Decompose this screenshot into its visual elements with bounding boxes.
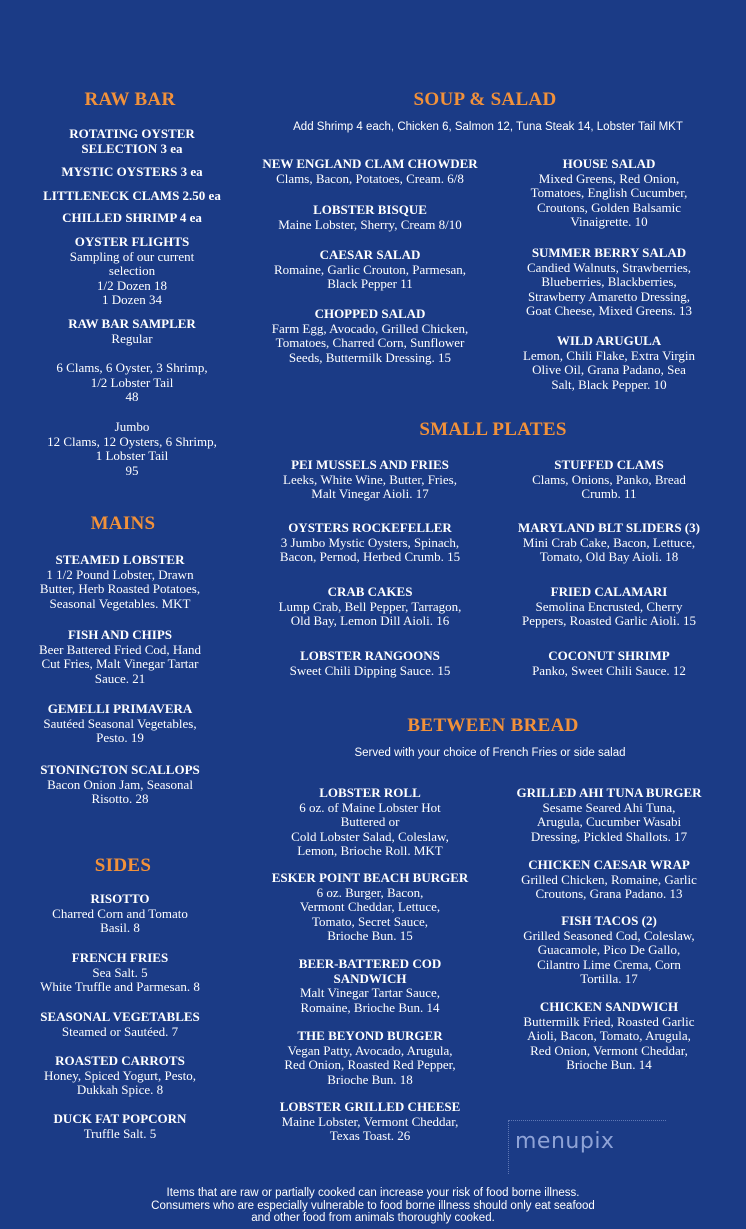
item-name: OYSTER FLIGHTS — [74, 234, 190, 249]
small-plates-item — [252, 585, 488, 629]
raw-bar-title: RAW BAR — [84, 89, 176, 110]
raw-bar-item — [20, 317, 244, 346]
item-name: ROASTED CARROTS — [55, 1053, 185, 1068]
sides-item — [8, 892, 232, 936]
soup-salad-item — [496, 157, 722, 230]
item-name: FRIED CALAMARI — [550, 584, 668, 599]
item-name: STUFFED CLAMS — [554, 457, 664, 472]
raw-bar-item — [20, 420, 244, 478]
item-desc: Grilled Seasoned Cod, Coleslaw, Guacamole, Pico De Gallo, Cilantro Lime Crema, Corn Tortilla. 17 — [523, 927, 695, 987]
item-name: OYSTERS ROCKEFELLER — [288, 520, 452, 535]
soup-salad-item — [252, 307, 488, 365]
raw-bar-item — [20, 127, 244, 156]
item-name: GEMELLI PRIMAVERA — [47, 701, 193, 716]
item-desc: 1 1/2 Pound Lobster, Drawn Butter, Herb Roasted Potatoes, Seasonal Vegetables. MKT — [39, 566, 201, 611]
item-desc: Charred Corn and Tomato Basil. 8 — [52, 905, 188, 936]
raw-bar-item — [20, 361, 244, 405]
small-plates-title: SMALL PLATES — [419, 419, 567, 440]
item-name: BEER-BATTERED COD SANDWICH — [298, 956, 442, 986]
raw-bar-item — [20, 189, 244, 204]
mains-item — [8, 702, 232, 746]
mains-title: MAINS — [90, 513, 156, 534]
small-plates-item — [496, 585, 722, 629]
item-name: NEW ENGLAND CLAM CHOWDER — [262, 156, 478, 171]
item-name: STONINGTON SCALLOPS — [40, 762, 200, 777]
item-desc: Lemon, Chili Flake, Extra Virgin Olive Oil, Grana Padano, Sea Salt, Black Pepper. 10 — [522, 347, 696, 392]
item-name: FRENCH FRIES — [71, 950, 169, 965]
item-desc: Maine Lobster, Vermont Cheddar, Texas Toast. 26 — [281, 1113, 459, 1144]
item-desc: Mini Crab Cake, Bacon, Lettuce, Tomato, Old Bay Aioli. 18 — [522, 534, 696, 565]
between-bread-item — [252, 786, 488, 859]
item-desc: Mixed Greens, Red Onion, Tomatoes, English Cucumber, Croutons, Golden Balsamic Vinaigrette. 10 — [530, 170, 688, 230]
item-desc: Malt Vinegar Tartar Sauce, Romaine, Brioche Bun. 14 — [299, 985, 441, 1015]
item-desc: Bacon Onion Jam, Seasonal Risotto. 28 — [47, 776, 193, 807]
item-name: LOBSTER GRILLED CHEESE — [279, 1099, 461, 1114]
item-desc: Sesame Seared Ahi Tuna, Arugula, Cucumber Wasabi Dressing, Pickled Shallots. 17 — [530, 799, 688, 844]
item-name: CHILLED SHRIMP 4 ea — [62, 210, 202, 225]
raw-bar-item — [20, 165, 244, 180]
between-bread-item — [496, 1000, 722, 1073]
item-desc: Beer Battered Fried Cod, Hand Cut Fries, Malt Vinegar Tartar Sauce. 21 — [38, 641, 202, 686]
item-name: LOBSTER ROLL — [319, 785, 421, 800]
between-bread-item — [252, 1100, 488, 1144]
item-desc: Steamed or Sautéed. 7 — [61, 1023, 179, 1039]
item-name: ESKER POINT BEACH BURGER — [271, 870, 469, 885]
small-plates-item — [252, 458, 488, 502]
item-desc: Sautéed Seasonal Vegetables, Pesto. 19 — [43, 715, 197, 746]
item-desc: Grilled Chicken, Romaine, Garlic Croutons, Grana Padano. 13 — [521, 871, 697, 902]
item-name: MYSTIC OYSTERS 3 ea — [61, 164, 203, 179]
item-name: ROTATING OYSTER SELECTION 3 ea — [69, 126, 195, 156]
menupix-watermark: menupix — [508, 1120, 666, 1174]
small-plates-item — [252, 521, 488, 565]
mains-item — [8, 763, 232, 807]
item-desc: Farm Egg, Avocado, Grilled Chicken, Tomatoes, Charred Corn, Sunflower Seeds, Buttermilk Dressing. 15 — [271, 320, 469, 365]
item-desc: Regular — [111, 330, 153, 346]
soup-salad-title: SOUP & SALAD — [413, 89, 557, 110]
item-name: LOBSTER RANGOONS — [300, 648, 440, 663]
item-desc: Sampling of our current selection 1/2 Dozen 18 1 Dozen 34 — [69, 248, 195, 308]
item-desc: 6 oz. of Maine Lobster Hot Buttered or Cold Lobster Salad, Coleslaw, Lemon, Brioche Roll. MKT — [291, 799, 449, 859]
soup-salad-item — [252, 157, 488, 186]
raw-bar-item — [20, 235, 244, 308]
soup-salad-note: Add Shrimp 4 each, Chicken 6, Salmon 12, Tuna Steak 14, Lobster Tail MKT — [293, 121, 683, 133]
soup-salad-item — [252, 248, 488, 292]
item-desc: Clams, Bacon, Potatoes, Cream. 6/8 — [276, 170, 464, 186]
between-bread-note: Served with your choice of French Fries or side salad — [354, 747, 626, 759]
item-name: THE BEYOND BURGER — [297, 1028, 443, 1043]
item-name: CHICKEN CAESAR WRAP — [528, 857, 690, 872]
mains-item — [8, 553, 232, 611]
item-desc: Truffle Salt. 5 — [83, 1125, 157, 1141]
item-desc: 6 oz. Burger, Bacon, Vermont Cheddar, Lettuce, Tomato, Secret Sauce, Brioche Bun. 15 — [299, 884, 441, 944]
between-bread-item — [252, 871, 488, 944]
item-desc: Candied Walnuts, Strawberries, Blueberries, Blackberries, Strawberry Amaretto Dressing, Goat Cheese, Mixed Greens. 13 — [525, 259, 693, 319]
sides-title: SIDES — [94, 855, 152, 876]
item-desc: Buttermilk Fried, Roasted Garlic Aioli, Bacon, Tomato, Arugula, Red Onion, Vermont Cheddar, Brioche Bun. 14 — [523, 1013, 695, 1073]
item-name: CRAB CAKES — [327, 584, 413, 599]
between-bread-item — [252, 957, 488, 1015]
between-bread-item — [496, 786, 722, 844]
item-desc: Maine Lobster, Sherry, Cream 8/10 — [278, 216, 462, 232]
between-bread-item — [252, 1029, 488, 1087]
item-name: LITTLENECK CLAMS 2.50 ea — [43, 188, 221, 203]
sides-item — [8, 1010, 232, 1039]
between-bread-title: BETWEEN BREAD — [407, 715, 579, 736]
item-name: SEASONAL VEGETABLES — [40, 1009, 200, 1024]
item-name: DUCK FAT POPCORN — [53, 1111, 187, 1126]
sides-item — [8, 1054, 232, 1098]
item-desc: Sea Salt. 5 White Truffle and Parmesan. 8 — [40, 964, 200, 995]
mains-item — [8, 628, 232, 686]
item-name: HOUSE SALAD — [562, 156, 656, 171]
item-name: PEI MUSSELS AND FRIES — [291, 457, 449, 472]
sides-item — [8, 951, 232, 995]
food-safety-disclaimer: Items that are raw or partially cooked can increase your risk of food borne illness. Consumers who are especially vulnerable to food borne illness should only eat seafood and other food from animals thoroughly cooked. — [151, 1187, 595, 1224]
item-name: GRILLED AHI TUNA BURGER — [516, 785, 702, 800]
item-name: MARYLAND BLT SLIDERS (3) — [518, 520, 700, 535]
small-plates-item — [252, 649, 488, 678]
item-desc: 3 Jumbo Mystic Oysters, Spinach, Bacon, Pernod, Herbed Crumb. 15 — [279, 534, 461, 565]
item-name: COCONUT SHRIMP — [548, 648, 670, 663]
item-name: CAESAR SALAD — [319, 247, 421, 262]
item-desc: Semolina Encrusted, Cherry Peppers, Roasted Garlic Aioli. 15 — [521, 598, 697, 629]
item-name: CHOPPED SALAD — [314, 306, 426, 321]
item-name: LOBSTER BISQUE — [313, 202, 427, 217]
item-desc: Romaine, Garlic Crouton, Parmesan, Black Pepper 11 — [273, 261, 467, 292]
small-plates-item — [496, 458, 722, 502]
item-desc: Clams, Onions, Panko, Bread Crumb. 11 — [532, 471, 686, 502]
item-desc: Sweet Chili Dipping Sauce. 15 — [289, 662, 451, 678]
item-name: RISOTTO — [90, 891, 150, 906]
raw-bar-item — [20, 211, 244, 226]
item-desc: Honey, Spiced Yogurt, Pesto, Dukkah Spice. 8 — [44, 1067, 196, 1098]
small-plates-item — [496, 521, 722, 565]
item-name: STEAMED LOBSTER — [55, 552, 185, 567]
item-name: CHICKEN SANDWICH — [539, 999, 679, 1014]
item-desc: 6 Clams, 6 Oyster, 3 Shrimp, 1/2 Lobster Tail 48 — [56, 360, 208, 405]
item-name: FISH AND CHIPS — [67, 627, 173, 642]
item-desc: Leeks, White Wine, Butter, Fries, Malt Vinegar Aioli. 17 — [283, 471, 457, 502]
between-bread-item — [496, 914, 722, 987]
soup-salad-item — [496, 334, 722, 392]
item-desc: Panko, Sweet Chili Sauce. 12 — [532, 662, 686, 678]
soup-salad-item — [252, 203, 488, 232]
between-bread-item — [496, 858, 722, 902]
small-plates-item — [496, 649, 722, 678]
item-name: SUMMER BERRY SALAD — [531, 245, 687, 260]
item-desc: Vegan Patty, Avocado, Arugula, Red Onion, Roasted Red Pepper, Brioche Bun. 18 — [284, 1042, 456, 1087]
sides-item — [8, 1112, 232, 1141]
item-name: RAW BAR SAMPLER — [68, 316, 196, 331]
item-name: WILD ARUGULA — [556, 333, 662, 348]
item-desc: Lump Crab, Bell Pepper, Tarragon, Old Bay, Lemon Dill Aioli. 16 — [278, 598, 462, 629]
item-desc: Jumbo 12 Clams, 12 Oysters, 6 Shrimp, 1 Lobster Tail 95 — [47, 419, 217, 478]
soup-salad-item — [496, 246, 722, 319]
item-name: FISH TACOS (2) — [561, 913, 657, 928]
